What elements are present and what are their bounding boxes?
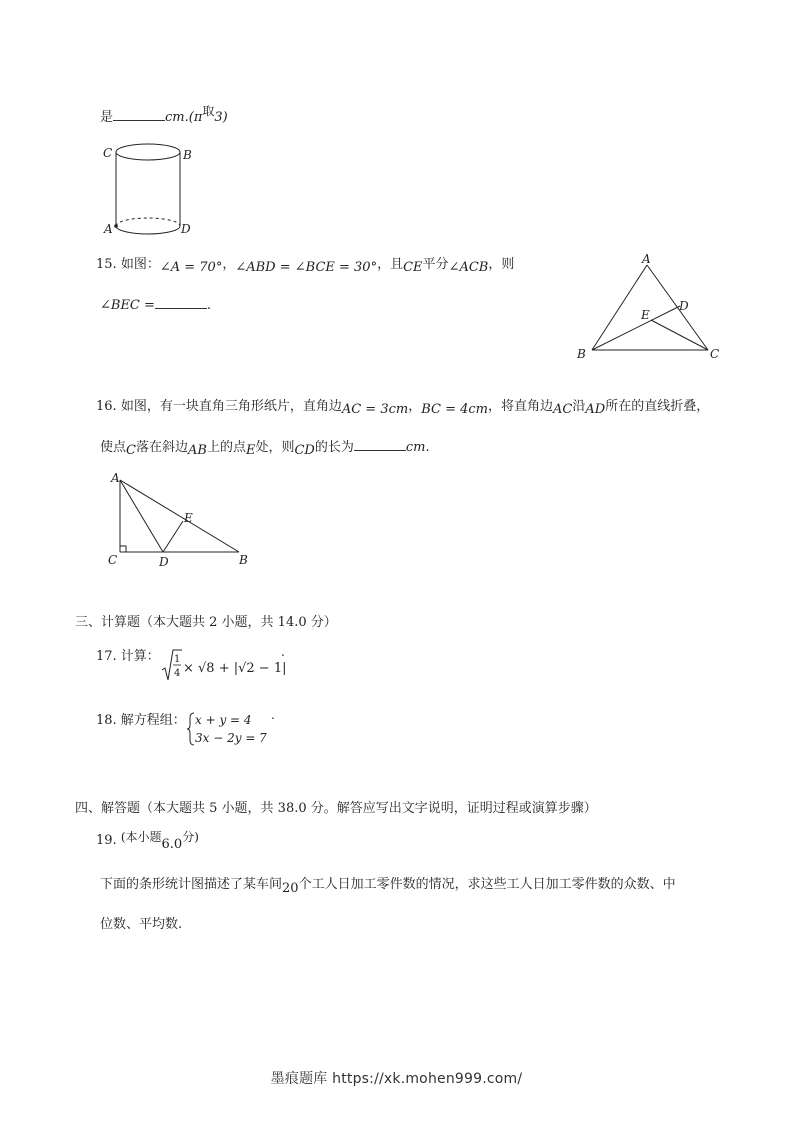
text-run: 沿 <box>572 399 586 414</box>
math-run: E <box>245 443 256 458</box>
q14-paren-close: 3) <box>214 110 228 125</box>
right-triangle-figure-q16 <box>105 470 260 570</box>
q15-text <box>121 257 515 275</box>
q18-label: 18. 解方程组： <box>96 713 186 728</box>
label-e: E <box>184 511 193 525</box>
q19-text-a: 下面的条形统计图描述了某车间 <box>100 877 283 892</box>
math-run: AC = 3cm <box>341 402 409 417</box>
math-run: AB <box>187 443 207 458</box>
q17-end: . <box>281 645 285 659</box>
math-run: CD <box>294 443 315 458</box>
text-run: ，则 <box>488 257 515 272</box>
q15-end: . <box>206 298 212 313</box>
text-run: 所在的直线折叠， <box>605 399 710 414</box>
answer-blank[interactable] <box>354 440 406 451</box>
q17-sqrt-frac <box>160 645 287 684</box>
q18 <box>96 709 186 728</box>
text-run: ，将直角边 <box>488 399 554 414</box>
math-run: C <box>126 443 136 458</box>
q19-score: 6.0 <box>161 837 183 852</box>
section3-heading: 三、计算题（本大题共 2 小题，共 14.0 分） <box>75 615 337 630</box>
text-run: ，且 <box>377 257 404 272</box>
q19-line1 <box>100 873 676 896</box>
math-run: ∠A = 70° <box>159 260 223 275</box>
frac-den: 4 <box>174 668 181 679</box>
text-run: 落在斜边 <box>135 440 188 455</box>
label-c: C <box>710 347 720 361</box>
triangle-figure-q15 <box>575 250 725 365</box>
q15-line2 <box>100 298 211 313</box>
math-run: ∠ABD = ∠BCE = 30° <box>235 260 378 275</box>
label-b: B <box>239 553 248 567</box>
q19-paren: (本小题 <box>120 830 162 844</box>
text-run: 如图： <box>120 257 160 272</box>
q19-header <box>96 830 199 852</box>
q14-prefix: 是 <box>100 110 114 125</box>
q18-end: . <box>271 708 275 722</box>
math-run: BC = 4cm <box>421 402 489 417</box>
q18-brace <box>186 708 286 747</box>
q19-count: 20 <box>282 881 299 896</box>
q14-unit: cm <box>165 110 185 125</box>
q16-line1 <box>96 395 710 417</box>
q19-text-b: 个工人日加工零件数的情况，求这些工人日加工零件数的众数、中 <box>298 877 676 892</box>
q17 <box>96 645 160 664</box>
label-d: D <box>159 555 169 569</box>
text-run: ， <box>408 399 422 414</box>
q17-rest: × √8 + |√2 − 1| <box>183 661 287 676</box>
label-a: A <box>642 252 651 266</box>
label-c: C <box>108 553 118 567</box>
q16-number: 16. <box>96 399 117 414</box>
label-a: A <box>104 222 113 236</box>
q14-sup: 取 <box>202 104 215 118</box>
frac-num: 1 <box>174 654 181 665</box>
q16-line2 <box>100 436 430 458</box>
text-run: 平分 <box>422 257 449 272</box>
q16-end: . <box>425 440 430 455</box>
footer-watermark: 墨痕题库 https://xk.mohen999.com/ <box>270 1071 523 1087</box>
q14-paren-open: .(π <box>184 110 203 125</box>
q16-unit: cm <box>405 440 426 455</box>
q14-answer-line <box>100 106 228 125</box>
eq2: 3x − 2y = 7 <box>195 731 267 745</box>
q15-angle-bec: ∠BEC = <box>100 298 155 313</box>
eq1: x + y = 4 <box>195 713 252 727</box>
math-run: AC <box>553 402 573 417</box>
answer-blank[interactable] <box>113 110 165 121</box>
q17-label: 17. 计算： <box>96 649 160 664</box>
q19-number: 19. <box>96 833 117 848</box>
text-run: 使点 <box>100 440 127 455</box>
math-run: AD <box>585 402 606 417</box>
text-run: 如图，有一块直角三角形纸片，直角边 <box>120 399 342 414</box>
cylinder-figure <box>100 140 200 240</box>
q16-text-2 <box>100 440 354 458</box>
q16-text-1 <box>121 399 709 417</box>
label-a: A <box>111 471 120 485</box>
answer-blank[interactable] <box>155 298 207 309</box>
text-run: 的长为 <box>314 440 354 455</box>
label-e: E <box>641 308 650 322</box>
q15-line1 <box>96 253 515 275</box>
q19-paren-end: 分) <box>182 830 199 844</box>
math-run: ∠ACB <box>448 260 489 275</box>
math-run: CE <box>403 260 423 275</box>
label-b: B <box>183 148 192 162</box>
text-run: 上的点 <box>206 440 246 455</box>
text-run: 处，则 <box>255 440 295 455</box>
label-d: D <box>181 222 191 236</box>
label-d: D <box>679 299 689 313</box>
section4-heading: 四、解答题（本大题共 5 小题，共 38.0 分。解答应写出文字说明，证明过程或演算步骤） <box>75 801 597 816</box>
text-run: ， <box>222 257 236 272</box>
q19-line2: 位数、平均数. <box>100 917 183 932</box>
label-c: C <box>103 146 113 160</box>
q15-number: 15. <box>96 257 117 272</box>
label-b: B <box>577 347 586 361</box>
